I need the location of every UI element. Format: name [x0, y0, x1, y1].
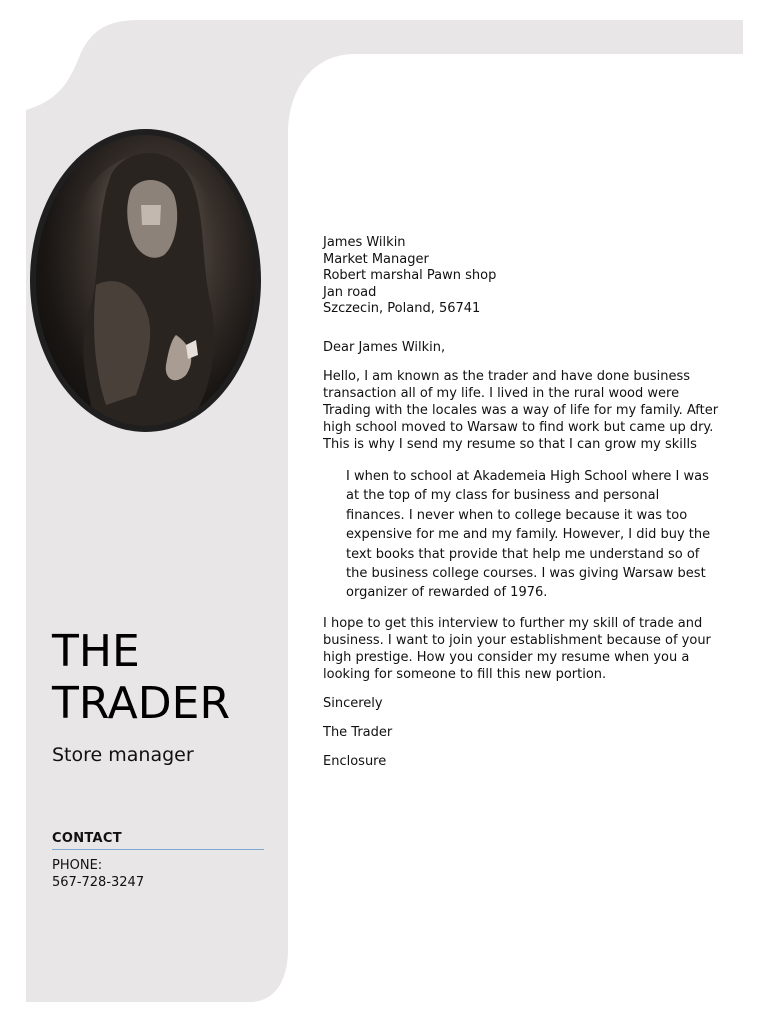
contact-heading: CONTACT	[52, 831, 264, 850]
recipient-address	[323, 235, 723, 318]
phone-value: 567-728-3247	[52, 875, 145, 890]
profile-portrait	[30, 129, 261, 432]
phone-label: PHONE:	[52, 858, 103, 873]
applicant-job-title: Store manager	[52, 744, 194, 766]
recipient-company: Robert marshal Pawn shop	[323, 268, 497, 284]
enclosure-note: Enclosure	[323, 753, 387, 769]
cover-letter	[323, 235, 723, 770]
applicant-name	[52, 626, 272, 730]
recipient-name: James Wilkin	[323, 235, 406, 250]
body-paragraph-3: I hope to get this interview to further my skill of trade and business. I want to join your establishment because of your high prestige. How you consider my resume when you a looking for someone to fill this new portion.	[323, 615, 711, 682]
hooded-figure-image	[36, 135, 255, 426]
applicant-name-line1: THE	[52, 626, 140, 677]
signature: The Trader	[323, 724, 393, 740]
body-paragraph-2: I when to school at Akademeia High School where I was at the top of my class for business and personal finances. I never when to college because it was too expensive for me and my family. However, I did buy the text books that provide that help me understand so of the business college courses. I was giving Warsaw best organizer of rewarded of 1976.	[346, 468, 711, 601]
salutation: Dear James Wilkin,	[323, 339, 446, 355]
applicant-name-line2: TRADER	[52, 678, 231, 729]
recipient-street: Jan road	[323, 284, 377, 300]
closing: Sincerely	[323, 695, 383, 711]
recipient-city: Szczecin, Poland, 56741	[323, 301, 481, 317]
recipient-title: Market Manager	[323, 251, 429, 267]
body-paragraph-1: Hello, I am known as the trader and have done business transaction all of my life. I lived in the rural wood were Trading with the locales was a way of life for my family. After high school moved to Warsaw to find work but came up dry. This is why I send my resume so that I can grow my skills	[323, 368, 719, 452]
